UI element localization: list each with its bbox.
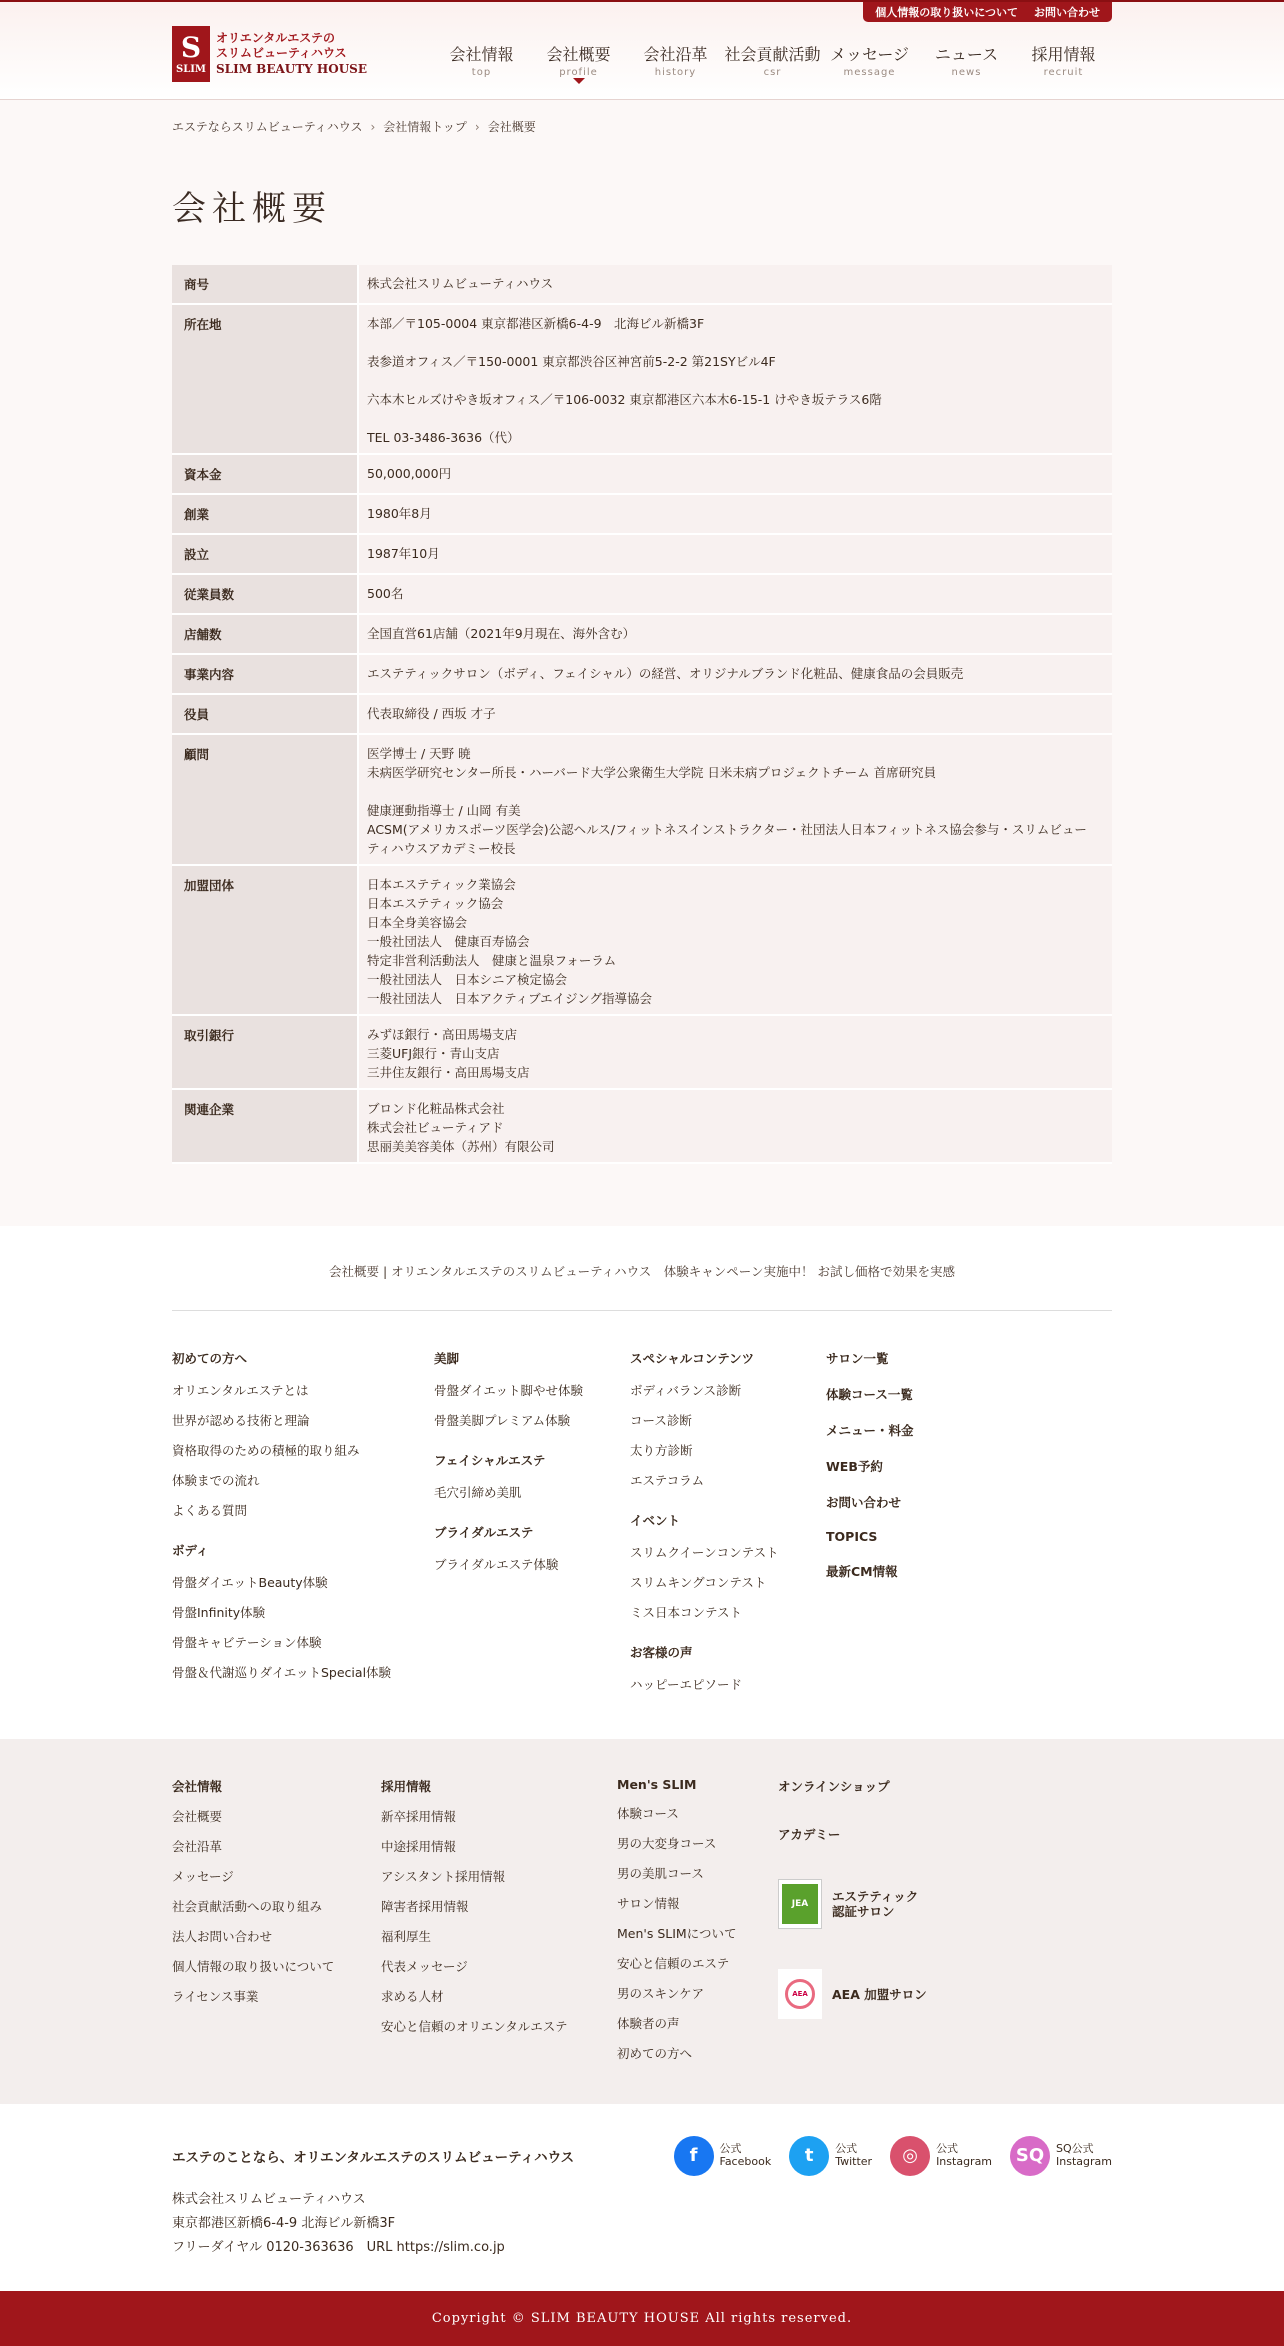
jea-logo-icon: JEA [778,1879,822,1929]
sub-footer-heading[interactable]: 採用情報 [381,1779,432,1794]
sub-footer-columns [172,1777,778,2074]
profile-value-line: 三井住友銀行・高田馬場支店 [367,1065,530,1080]
site-map-group [826,1421,1016,1439]
social-label-line: Instagram [936,2155,993,2168]
sub-footer-link[interactable]: 新卒採用情報 [381,1809,457,1824]
twitter-icon: t [789,2136,829,2176]
logo-text: オリエンタルエステの スリムビューティハウス SLIM BEAUTY HOUSE [216,30,367,76]
utility-links [863,2,1112,22]
profile-value [358,574,1112,614]
profile-value [358,694,1112,734]
privacy-link[interactable]: 個人情報の取り扱いについて [875,6,1018,19]
jea-badge[interactable]: JEA エステティック 認証サロン [778,1879,1008,1929]
blank-line [367,782,1104,801]
profile-value-line: 50,000,000円 [367,466,452,481]
site-map-link[interactable]: 骨盤美脚プレミアム体験 [434,1413,571,1428]
site-map-link[interactable]: ブライダルエステ体験 [434,1557,559,1572]
site-map-heading[interactable]: イベント [630,1513,681,1528]
site-map-heading[interactable]: メニュー・料金 [826,1423,914,1438]
profile-key: 商号 [172,265,358,304]
profile-value-line: 特定非営利活動法人 健康と温泉フォーラム [367,953,617,968]
profile-value-line: 代表取締役 / 西坂 才子 [367,706,496,721]
sub-footer-link[interactable]: 中途採用情報 [381,1839,457,1854]
gnav-item-csr[interactable] [724,42,821,78]
gnav-item-profile[interactable] [530,42,627,78]
profile-value [358,304,1112,454]
profile-row [172,574,1112,614]
profile-value [358,734,1112,865]
profile-value [358,454,1112,494]
site-map-heading[interactable]: ブライダルエステ [434,1525,534,1540]
blank-line [367,409,1104,428]
site-map-link[interactable]: 毛穴引締め美肌 [434,1485,522,1500]
profile-value-line: ブロンド化粧品株式会社 [367,1101,505,1116]
profile-value-line: 未病医学研究センター所長・ハーバード大学公衆衛生大学院 日米未病プロジェクトチーム 首席研究員 [367,765,937,780]
site-map-group [826,1493,1016,1511]
social-label-line: 公式 [835,2142,858,2156]
global-nav [433,42,1112,78]
site-map-columns [172,1349,1112,1715]
profile-key: 店舗数 [172,614,358,654]
site-map-heading[interactable]: 初めての方へ [172,1351,248,1366]
profile-value [358,494,1112,534]
profile-key: 所在地 [172,304,358,454]
profile-value-line: みずほ銀行・高田馬場支店 [367,1027,518,1042]
profile-value-line: 1980年8月 [367,506,432,521]
profile-value-line: ティハウスアカデミー校長 [367,841,516,856]
profile-value-line: 1987年10月 [367,546,440,561]
profile-value-line: 六本木ヒルズけやき坂オフィス／〒106-0032 東京都港区六本木6-15-1 けやき坂テラス6階 [367,392,882,407]
site-map-heading[interactable]: サロン一覧 [826,1351,889,1366]
site-map-group [434,1349,630,1429]
social-twitter-link[interactable] [789,2136,872,2176]
profile-value-line: 本部／〒105-0004 東京都港区新橋6-4-9 北海ビル新橋3F [367,316,705,331]
profile-row [172,734,1112,865]
social-label-line: Twitter [835,2155,873,2168]
profile-key: 加盟団体 [172,865,358,1015]
site-map-link[interactable]: ボディバランス診断 [630,1383,742,1398]
sub-footer-link[interactable]: 求める人材 [381,1989,444,2004]
profile-value-line: 日本エステティック業協会 [367,877,516,892]
profile-value-line: 思丽美美容美体（苏州）有限公司 [367,1139,555,1154]
social-label [720,2143,772,2168]
profile-row [172,265,1112,304]
site-map-heading[interactable]: 体験コース一覧 [826,1387,913,1402]
sub-footer [0,1739,1284,2104]
gnav-item-top[interactable] [433,42,530,78]
site-map-group [630,1511,826,1621]
sub-footer-link[interactable]: 初めての方へ [617,2046,693,2061]
gnav-sublabel: csr [763,67,782,78]
site-map-group [172,1541,434,1681]
site-map-group [826,1457,1016,1475]
site-map-heading[interactable]: スペシャルコンテンツ [630,1351,755,1366]
site-map-link[interactable]: 骨盤＆代謝巡りダイエットSpecial体験 [172,1665,392,1680]
site-map-heading[interactable]: フェイシャルエステ [434,1453,546,1468]
logo-mark: S SLIM [172,26,210,82]
academy-link[interactable]: アカデミー [778,1827,841,1842]
footer-tagline: エステのことなら、オリエンタルエステのスリムビューティハウス [172,2150,575,2166]
main-content [0,100,1284,1226]
site-map-column [826,1349,1016,1715]
site-map-heading[interactable]: TOPICS [826,1529,878,1544]
profile-value-line: ACSM(アメリカスポーツ医学会)公認ヘルス/フィットネスインストラクター・社団法人日本フィットネス協会参与・スリムビュー [367,822,1087,837]
sub-footer-link[interactable]: 安心と信頼のエステ [617,1956,730,1971]
gnav-sublabel: history [654,67,697,78]
profile-value-line: 500名 [367,586,404,601]
sub-footer-heading[interactable]: Men's SLIM [617,1777,697,1792]
site-map-group [434,1523,630,1573]
site-logo[interactable] [172,26,367,82]
site-map-link[interactable]: 骨盤Infinity体験 [172,1605,266,1620]
gnav-item-recruit[interactable] [1015,42,1112,78]
site-map-heading[interactable]: ボディ [172,1543,209,1558]
online-shop-link[interactable]: オンラインショップ [778,1779,890,1794]
site-map-group [172,1349,434,1519]
breadcrumb-separator: › [474,119,480,134]
sub-footer-link[interactable]: 社会貢献活動への取り組み [172,1899,323,1914]
profile-value-line: 表参道オフィス／〒150-0001 東京都渋谷区神宮前5-2-2 第21SYビル4F [367,354,776,369]
profile-key: 従業員数 [172,574,358,614]
profile-key: 役員 [172,694,358,734]
profile-value-line: 一般社団法人 日本シニア検定協会 [367,972,568,987]
breadcrumb [172,100,1112,135]
profile-value [358,534,1112,574]
sub-footer-link[interactable]: Men's SLIMについて [617,1926,737,1941]
company-profile-table [172,265,1112,1164]
profile-key: 設立 [172,534,358,574]
site-map-column [630,1349,826,1715]
site-map-link[interactable]: ハッピーエピソード [630,1677,743,1692]
site-map-group [826,1529,1016,1544]
site-header [0,0,1284,100]
profile-value [358,865,1112,1015]
social-label [936,2143,992,2168]
profile-row [172,1089,1112,1163]
sub-footer-link[interactable]: 福利厚生 [381,1929,432,1944]
gnav-label: 社会貢献活動 [724,45,821,64]
sub-footer-link[interactable]: 会社沿革 [172,1839,223,1854]
sub-footer-column [172,1777,381,2074]
social-label-line: Facebook [719,2155,772,2168]
profile-row [172,304,1112,454]
sub-footer-right [778,1777,1008,2074]
site-map-link[interactable]: 太り方診断 [630,1443,693,1458]
sub-footer-link[interactable]: 体験コース [617,1806,679,1821]
sub-footer-link[interactable]: サロン情報 [617,1896,680,1911]
profile-value-line: 一般社団法人 日本アクティブエイジング指導協会 [367,991,652,1006]
site-map-link[interactable]: オリエンタルエステとは [172,1383,309,1398]
profile-key: 取引銀行 [172,1015,358,1089]
site-map-link[interactable]: ミス日本コンテスト [630,1605,743,1620]
profile-row [172,614,1112,654]
blank-line [367,371,1104,390]
profile-value-line: 健康運動指導士 / 山岡 有美 [367,803,521,818]
gnav-sublabel: news [951,67,982,78]
sub-footer-heading[interactable]: 会社情報 [172,1779,223,1794]
site-map-link[interactable]: スリムクイーンコンテスト [630,1545,779,1560]
gnav-sublabel: top [471,67,492,78]
sub-footer-link[interactable]: アシスタント採用情報 [381,1869,506,1884]
profile-key: 事業内容 [172,654,358,694]
footer-info [0,2104,1284,2291]
gnav-label: 採用情報 [1031,45,1096,64]
social-sq-instagram-link[interactable] [1010,2136,1112,2176]
breadcrumb-current: 会社概要 [487,120,536,134]
blank-line [367,333,1104,352]
site-map-heading[interactable]: お客様の声 [630,1645,693,1660]
contact-link[interactable]: お問い合わせ [1034,6,1100,19]
sub-footer-link[interactable]: 安心と信頼のオリエンタルエステ [381,2019,568,2034]
profile-value [358,654,1112,694]
social-facebook-link[interactable] [674,2136,772,2176]
breadcrumb-home[interactable]: エステならスリムビューティハウス [172,120,363,134]
site-map-link[interactable]: 世界が認める技術と理論 [172,1413,310,1428]
site-map-link[interactable]: エステコラム [630,1473,705,1488]
social-label-line: 公式 [936,2142,959,2156]
profile-row [172,454,1112,494]
profile-key: 関連企業 [172,1089,358,1163]
site-map-link[interactable]: コース診断 [630,1413,692,1428]
gnav-label: メッセージ [829,45,910,64]
profile-value-line: 三菱UFJ銀行・青山支店 [367,1046,500,1061]
gnav-label: 会社情報 [449,45,514,64]
site-map-group [826,1562,1016,1580]
sub-footer-link[interactable]: 個人情報の取り扱いについて [172,1959,335,1974]
site-map-group [630,1643,826,1693]
profile-key: 創業 [172,494,358,534]
instagram-icon: ◎ [890,2136,930,2176]
sub-footer-link[interactable]: 代表メッセージ [381,1959,468,1974]
profile-value-line: エステティックサロン（ボディ、フェイシャル）の経営、オリジナルブランド化粧品、健康食品の会員販売 [367,666,964,681]
sub-footer-link[interactable]: ライセンス事業 [172,1989,259,2004]
profile-value [358,265,1112,304]
social-label-line: 公式 [719,2142,742,2156]
gnav-sublabel: message [843,67,896,78]
sub-footer-link[interactable]: 法人お問い合わせ [172,1929,273,1944]
facebook-icon: f [674,2136,714,2176]
site-map-group [826,1385,1016,1403]
profile-value-line: 全国直営61店舗（2021年9月現在、海外含む） [367,626,636,641]
profile-value-line: 一般社団法人 健康百寿協会 [367,934,530,949]
sub-footer-link[interactable]: 男の大変身コース [617,1836,717,1851]
sub-footer-link[interactable]: 男の美肌コース [617,1866,704,1881]
gnav-item-news[interactable] [918,42,1015,78]
profile-value [358,1015,1112,1089]
social-label [835,2143,872,2168]
sub-footer-link[interactable]: 男のスキンケア [617,1986,705,2001]
sub-footer-link[interactable]: 会社概要 [172,1809,223,1824]
profile-row [172,1015,1112,1089]
site-map-group [434,1451,630,1501]
site-map-column [434,1349,630,1715]
profile-key: 顧問 [172,734,358,865]
profile-row [172,534,1112,574]
profile-value-line: TEL 03-3486-3636（代） [367,430,520,445]
profile-value-line: 株式会社スリムビューティハウス [367,276,554,291]
aea-badge[interactable]: AEA AEA 加盟サロン [778,1969,1008,2019]
breadcrumb-company[interactable]: 会社情報トップ [383,120,467,134]
site-map-heading[interactable]: 最新CM情報 [826,1564,898,1579]
company-address: 株式会社スリムビューティハウス 東京都港区新橋6-4-9 北海ビル新橋3F フリーダイヤル 0120-363636 URL https://slim.co.jp [172,2192,505,2255]
breadcrumb-separator: › [370,119,376,134]
profile-value [358,614,1112,654]
profile-key: 資本金 [172,454,358,494]
gnav-sublabel: recruit [1043,67,1084,78]
profile-row [172,865,1112,1015]
aea-logo-icon: AEA [778,1969,822,2019]
site-map-link[interactable]: 骨盤ダイエットBeauty体験 [172,1575,328,1590]
page-title: 会社概要 [172,189,332,229]
gnav-label: 会社概要 [546,45,611,64]
copyright: Copyright © SLIM BEAUTY HOUSE All rights reserved. [0,2291,1284,2346]
social-instagram-link[interactable] [890,2136,992,2176]
profile-row [172,694,1112,734]
profile-value-line: 医学博士 / 天野 暁 [367,746,471,761]
sub-footer-column [617,1777,778,2074]
social-links [674,2136,1113,2176]
social-label-line: Instagram [1056,2155,1112,2168]
site-map-link[interactable]: 骨盤ダイエット脚やせ体験 [434,1383,584,1398]
social-label-line: SQ公式 [1056,2142,1094,2156]
profile-value [358,1089,1112,1163]
site-map-heading[interactable]: お問い合わせ [826,1495,902,1510]
profile-row [172,494,1112,534]
site-map-link[interactable]: スリムキングコンテスト [630,1575,767,1590]
gnav-label: ニュース [934,45,999,64]
sub-footer-link[interactable]: 障害者採用情報 [381,1899,469,1914]
site-map-heading[interactable]: 美脚 [434,1351,460,1366]
site-map-group [826,1349,1016,1367]
sub-footer-link[interactable]: メッセージ [172,1869,234,1884]
profile-value-line: 株式会社ビューティアド [367,1120,504,1135]
site-map-link[interactable]: 骨盤キャビテーション体験 [172,1635,322,1650]
gnav-sublabel: profile [559,67,598,78]
profile-row [172,654,1112,694]
site-map-link[interactable]: 資格取得のための積極的取り組み [172,1443,360,1458]
site-map [0,1226,1284,1739]
site-map-link[interactable]: 体験までの流れ [172,1473,260,1488]
site-map-heading[interactable]: WEB予約 [826,1459,883,1474]
sq-instagram-icon: SQ [1010,2136,1050,2176]
profile-value-line: 日本全身美容協会 [367,915,468,930]
social-label [1056,2143,1112,2168]
gnav-label: 会社沿革 [643,45,708,64]
gnav-item-message[interactable] [821,42,918,78]
profile-value-line: 日本エステティック協会 [367,896,504,911]
sub-footer-column [381,1777,617,2074]
site-map-group [630,1349,826,1489]
site-map-column [172,1349,434,1715]
campaign-banner-text: 会社概要 | オリエンタルエステのスリムビューティハウス 体験キャンペーン実施中！ お試し価格で効果を実感 [172,1262,1112,1311]
gnav-item-history[interactable] [627,42,724,78]
site-map-link[interactable]: よくある質問 [172,1503,248,1518]
sub-footer-link[interactable]: 体験者の声 [617,2016,680,2031]
